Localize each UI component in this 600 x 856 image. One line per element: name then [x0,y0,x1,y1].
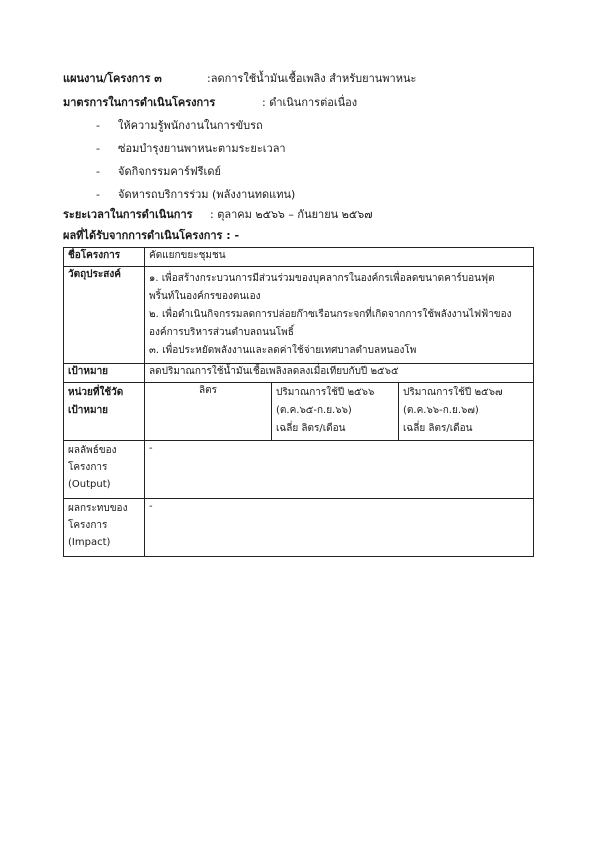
objective-line: ๓. เพื่อประหยัดพลังงานและลดค่าใช้จ่ายเทศบาลตำบลหนองโพ [149,345,417,356]
dash-bullet: - [96,165,100,178]
impact-label-cell [64,499,145,557]
usage-2566-line: ปริมาณการใช้ปี ๒๕๖๖ [276,387,375,398]
period-value: : ตุลาคม ๒๕๖๖ – กันยายน ๒๕๖๗ [210,208,373,221]
output-label-cell [64,441,145,499]
objective-label: วัตถุประสงค์ [64,267,145,364]
table-row [64,248,534,267]
unit-label: เป้าหมาย [68,405,109,416]
dash-bullet: - [96,188,100,201]
dash-bullet: - [96,142,100,155]
objective-line: พริ้นท์ในองค์กรของตนเอง [149,291,261,302]
measure-item: จัดกิจกรรมคาร์ฟรีเดย์ [118,165,221,178]
impact-label: (Impact) [68,537,111,548]
table-row [64,267,534,364]
output-label: (Output) [68,479,111,490]
results-label: ผลที่ได้รับจากการดำเนินโครงการ : - [63,229,240,242]
table-row [64,383,534,441]
period-label: ระยะเวลาในการดำเนินการ [63,208,193,221]
measure-item: จัดหารถบริการร่วม (พลังงานทดแทน) [118,188,296,201]
measure-item: ซ่อมบำรุงยานพาหนะตามระยะเวลา [118,142,286,155]
usage-2566-line: (ต.ค.๖๕-ก.ย.๖๖) [276,405,352,416]
measure-item: ให้ความรู้พนักงานในการขับรถ [118,119,263,132]
usage-2567-cell [399,383,534,441]
table-row [64,441,534,499]
output-label: โครงการ [68,462,108,473]
table-row [64,499,534,557]
impact-label: โครงการ [68,520,108,531]
dash-bullet: - [96,119,100,132]
objective-cell [145,267,534,364]
table-row [64,364,534,383]
project-name-value: คัดแยกขยะชุมชน [145,248,534,267]
plan-title: :ลดการใช้น้ำมันเชื้อเพลิง สำหรับยานพาหนะ [207,72,417,85]
usage-2567-line: เฉลี่ย ลิตร/เดือน [403,423,473,434]
objective-line: องค์การบริหารส่วนตำบลถนนโพธิ์ [149,327,294,338]
plan-label: แผนงาน/โครงการ ๓ [63,72,162,85]
unit-label-cell [64,383,145,441]
unit-label: หน่วยที่ใช้วัด [68,387,124,398]
objective-line: ๑. เพื่อสร้างกระบวนการมีส่วนร่วมของบุคลากรในองค์กรเพื่อลดขนาดคาร์บอนฟุต [149,273,495,284]
impact-label: ผลกระทบของ [68,503,128,514]
impact-value: - [145,499,534,557]
usage-2566-cell [272,383,399,441]
usage-2567-line: ปริมาณการใช้ปี ๒๕๖๗ [403,387,503,398]
measures-label: มาตรการในการดำเนินโครงการ [63,96,216,109]
output-value: - [145,441,534,499]
usage-2566-line: เฉลี่ย ลิตร/เดือน [276,423,346,434]
output-label: ผลลัพธ์ของ [68,445,117,456]
unit-value: ลิตร [145,383,272,441]
measures-value: : ดำเนินการต่อเนื่อง [262,96,358,109]
objective-line: ๒. เพื่อดำเนินกิจกรรมลดการปล่อยก๊าซเรือนกระจกที่เกิดจากการใช้พลังงานไฟฟ้าของ [149,309,512,320]
target-value: ลดปริมาณการใช้น้ำมันเชื้อเพลิงลดลงเมื่อเทียบกับปี ๒๕๖๕ [145,364,534,383]
project-name-label: ชื่อโครงการ [64,248,145,267]
project-table [63,247,534,557]
target-label: เป้าหมาย [64,364,145,383]
usage-2567-line: (ต.ค.๖๖-ก.ย.๖๗) [403,405,479,416]
